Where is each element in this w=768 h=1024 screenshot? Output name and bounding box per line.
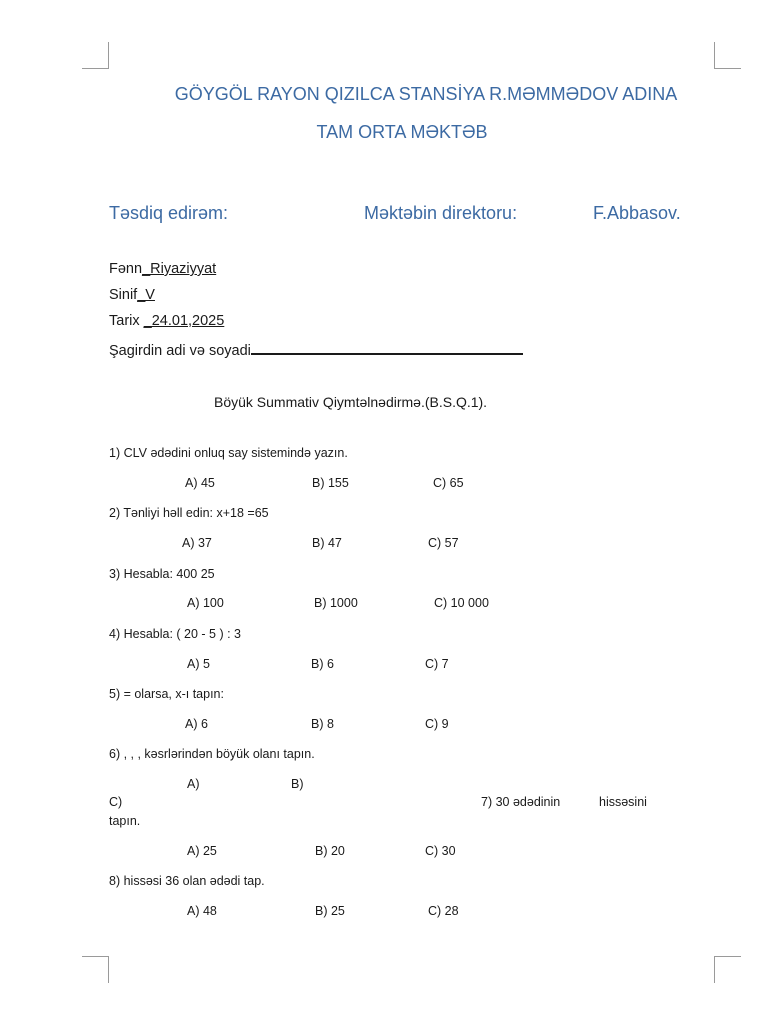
question-7-part-b: hissəsini bbox=[599, 795, 647, 809]
q3-option-c: C) 10 000 bbox=[434, 596, 489, 610]
class-value: _V bbox=[137, 287, 155, 303]
q2-option-c: C) 57 bbox=[428, 536, 459, 550]
school-name-line-2: TAM ORTA MƏKTƏB bbox=[316, 122, 488, 142]
q1-option-c: C) 65 bbox=[433, 476, 464, 490]
q2-option-b: B) 47 bbox=[312, 536, 342, 550]
q6-option-a: A) bbox=[187, 777, 200, 791]
crop-mark-top-left bbox=[82, 42, 109, 69]
q7-option-b: B) 20 bbox=[315, 844, 345, 858]
q3-option-b: B) 1000 bbox=[314, 596, 358, 610]
question-8: 8) hissəsi 36 olan ədədi tap. bbox=[109, 874, 265, 888]
question-5: 5) = olarsa, x-ı tapın: bbox=[109, 687, 224, 701]
q6-option-c: C) bbox=[109, 795, 123, 809]
q8-option-b: B) 25 bbox=[315, 904, 345, 918]
subject-label: Fənn bbox=[109, 261, 143, 277]
school-name-line-1: GÖYGÖL RAYON QIZILCA STANSİYA R.MƏMMƏDOV ADINA bbox=[174, 84, 678, 104]
q4-option-a: A) 5 bbox=[187, 657, 210, 671]
subject-value: _Riyaziyyat bbox=[142, 261, 217, 277]
q8-option-a: A) 48 bbox=[187, 904, 217, 918]
date-value: _24.01,2025 bbox=[143, 313, 225, 329]
question-3: 3) Hesabla: 400 25 bbox=[109, 567, 215, 581]
question-4: 4) Hesabla: ( 20 - 5 ) : 3 bbox=[109, 627, 242, 641]
q7-option-a: A) 25 bbox=[187, 844, 217, 858]
approval-confirm: Təsdiq edirəm: bbox=[109, 203, 229, 223]
class-field bbox=[109, 287, 155, 303]
crop-mark-bottom-right bbox=[714, 956, 741, 983]
student-name-field bbox=[109, 340, 523, 359]
question-7-part-a: 7) 30 ədədinin bbox=[481, 795, 561, 809]
q4-option-c: C) 7 bbox=[425, 657, 449, 671]
q3-option-a: A) 100 bbox=[187, 596, 224, 610]
class-label: Sinif bbox=[109, 287, 138, 303]
q5-option-b: B) 8 bbox=[311, 717, 334, 731]
student-name-blank bbox=[251, 340, 523, 355]
student-name-label: Şagirdin adi və soyadi bbox=[109, 343, 251, 359]
subject-field bbox=[109, 261, 216, 277]
crop-mark-top-right bbox=[714, 42, 741, 69]
date-field bbox=[109, 313, 224, 329]
q5-option-c: C) 9 bbox=[425, 717, 449, 731]
director-name: F.Abbasov. bbox=[593, 203, 681, 223]
q1-option-a: A) 45 bbox=[185, 476, 215, 490]
q1-option-b: B) 155 bbox=[312, 476, 349, 490]
date-label: Tarix bbox=[109, 313, 144, 329]
question-7-part-c: tapın. bbox=[109, 814, 141, 828]
q6-option-b: B) bbox=[291, 777, 304, 791]
q4-option-b: B) 6 bbox=[311, 657, 334, 671]
q7-option-c: C) 30 bbox=[425, 844, 456, 858]
q5-option-a: A) 6 bbox=[185, 717, 208, 731]
director-label: Məktəbin direktoru: bbox=[364, 203, 518, 223]
question-2: 2) Tənliyi həll edin: x+18 =65 bbox=[109, 506, 269, 520]
question-6: 6) , , , kəsrlərindən böyük olanı tapın. bbox=[109, 747, 315, 761]
test-title: Böyük Summativ Qiymtəlnədirmə.(B.S.Q.1). bbox=[214, 394, 488, 410]
q8-option-c: C) 28 bbox=[428, 904, 459, 918]
q2-option-a: A) 37 bbox=[182, 536, 212, 550]
question-1: 1) CLV ədədini onluq say sistemində yazın. bbox=[109, 446, 348, 460]
crop-mark-bottom-left bbox=[82, 956, 109, 983]
